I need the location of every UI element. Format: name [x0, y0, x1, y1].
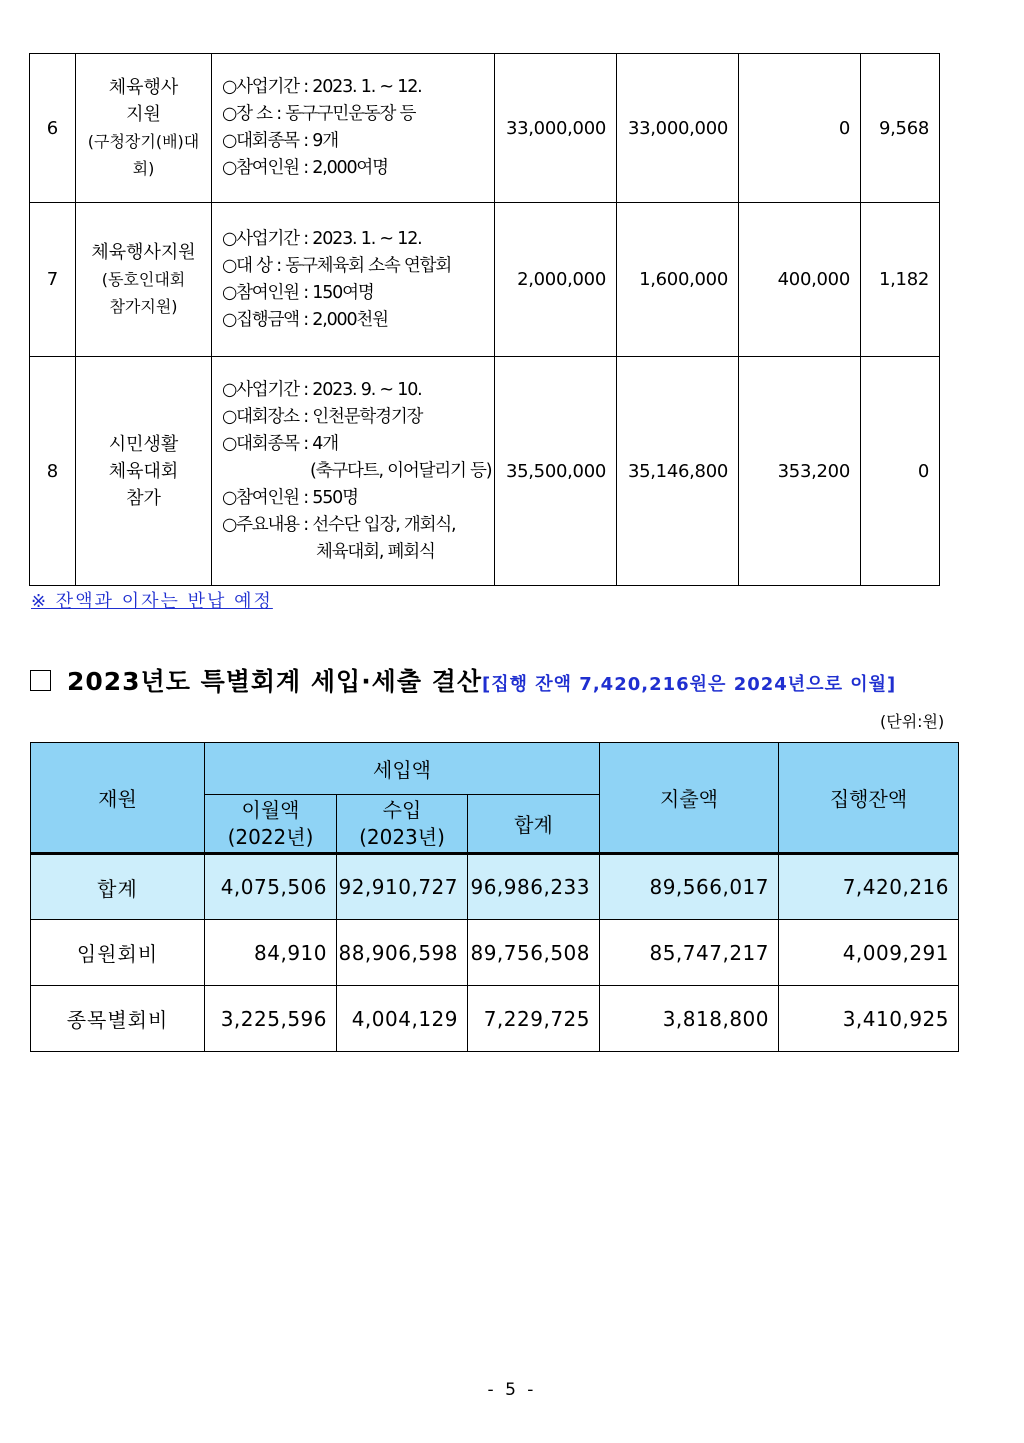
header-source: 재원	[31, 743, 205, 854]
header-carryover: 이월액 (2022년)	[205, 795, 337, 854]
program-details: ○사업기간 : 2023. 1. ~ 12. ○대 상 : 동구체육회 소속 연합회 ○참여인원 : 150여명 ○집행금액 : 2,000천원	[212, 203, 495, 357]
program-budget: 2,000,000	[495, 203, 617, 357]
program-executed: 35,146,800	[617, 357, 739, 586]
return-note: ※ 잔액과 이자는 반납 예정	[31, 591, 273, 612]
section-title: 2023년도 특별회계 세입·세출 결산	[67, 667, 482, 696]
cell-remaining: 4,009,291	[779, 920, 959, 986]
program-interest: 9,568	[861, 54, 940, 203]
program-table	[29, 53, 940, 586]
header-income: 수입 (2023년)	[337, 795, 468, 854]
program-interest: 1,182	[861, 203, 940, 357]
header-row	[31, 743, 959, 795]
program-number: 6	[30, 54, 76, 203]
cell-income: 92,910,727	[337, 854, 468, 920]
row-label: 합계	[31, 854, 205, 920]
cell-carryover: 4,075,506	[205, 854, 337, 920]
cell-subtotal: 96,986,233	[468, 854, 600, 920]
cell-expenditure: 89,566,017	[600, 854, 779, 920]
program-name: 체육행사 지원 (구청장기(배)대 회)	[76, 54, 212, 203]
header-subtotal: 합계	[468, 795, 600, 854]
header-revenue: 세입액	[205, 743, 600, 795]
program-budget: 33,000,000	[495, 54, 617, 203]
program-name: 체육행사지원 (동호인대회 참가지원)	[76, 203, 212, 357]
program-number: 7	[30, 203, 76, 357]
program-balance: 0	[739, 54, 861, 203]
program-name: 시민생활 체육대회 참가	[76, 357, 212, 586]
program-row	[30, 203, 940, 357]
program-budget: 35,500,000	[495, 357, 617, 586]
cell-remaining: 3,410,925	[779, 986, 959, 1052]
cell-carryover: 3,225,596	[205, 986, 337, 1052]
program-balance: 353,200	[739, 357, 861, 586]
unit-label: (단위:원)	[880, 712, 945, 731]
cell-subtotal: 7,229,725	[468, 986, 600, 1052]
section-heading	[30, 662, 896, 698]
program-executed: 1,600,000	[617, 203, 739, 357]
table-row	[31, 920, 959, 986]
program-interest: 0	[861, 357, 940, 586]
program-details: ○사업기간 : 2023. 9. ~ 10. ○대회장소 : 인천문학경기장 ○대회종목 : 4개 (축구다트, 이어달리기 등) ○참여인원 : 550명 ○주요내용 : 선수단 입장, 개회식, 체육대회, 폐회식	[212, 357, 495, 586]
settlement-table	[30, 742, 959, 1052]
checkbox-square-icon	[30, 670, 51, 691]
cell-income: 88,906,598	[337, 920, 468, 986]
cell-expenditure: 3,818,800	[600, 986, 779, 1052]
cell-subtotal: 89,756,508	[468, 920, 600, 986]
page-number: - 5 -	[487, 1380, 537, 1400]
cell-remaining: 7,420,216	[779, 854, 959, 920]
table-row	[31, 986, 959, 1052]
header-expenditure: 지출액	[600, 743, 779, 854]
cell-income: 4,004,129	[337, 986, 468, 1052]
program-row	[30, 357, 940, 586]
program-executed: 33,000,000	[617, 54, 739, 203]
table-row	[31, 854, 959, 920]
program-row	[30, 54, 940, 203]
row-label: 임원회비	[31, 920, 205, 986]
header-remaining: 집행잔액	[779, 743, 959, 854]
program-details: ○사업기간 : 2023. 1. ~ 12. ○장 소 : 동구구민운동장 등 ○대회종목 : 9개 ○참여인원 : 2,000여명	[212, 54, 495, 203]
program-number: 8	[30, 357, 76, 586]
program-balance: 400,000	[739, 203, 861, 357]
row-label: 종목별회비	[31, 986, 205, 1052]
cell-carryover: 84,910	[205, 920, 337, 986]
section-subtitle: [집행 잔액 7,420,216원은 2024년으로 이월]	[482, 674, 897, 695]
cell-expenditure: 85,747,217	[600, 920, 779, 986]
